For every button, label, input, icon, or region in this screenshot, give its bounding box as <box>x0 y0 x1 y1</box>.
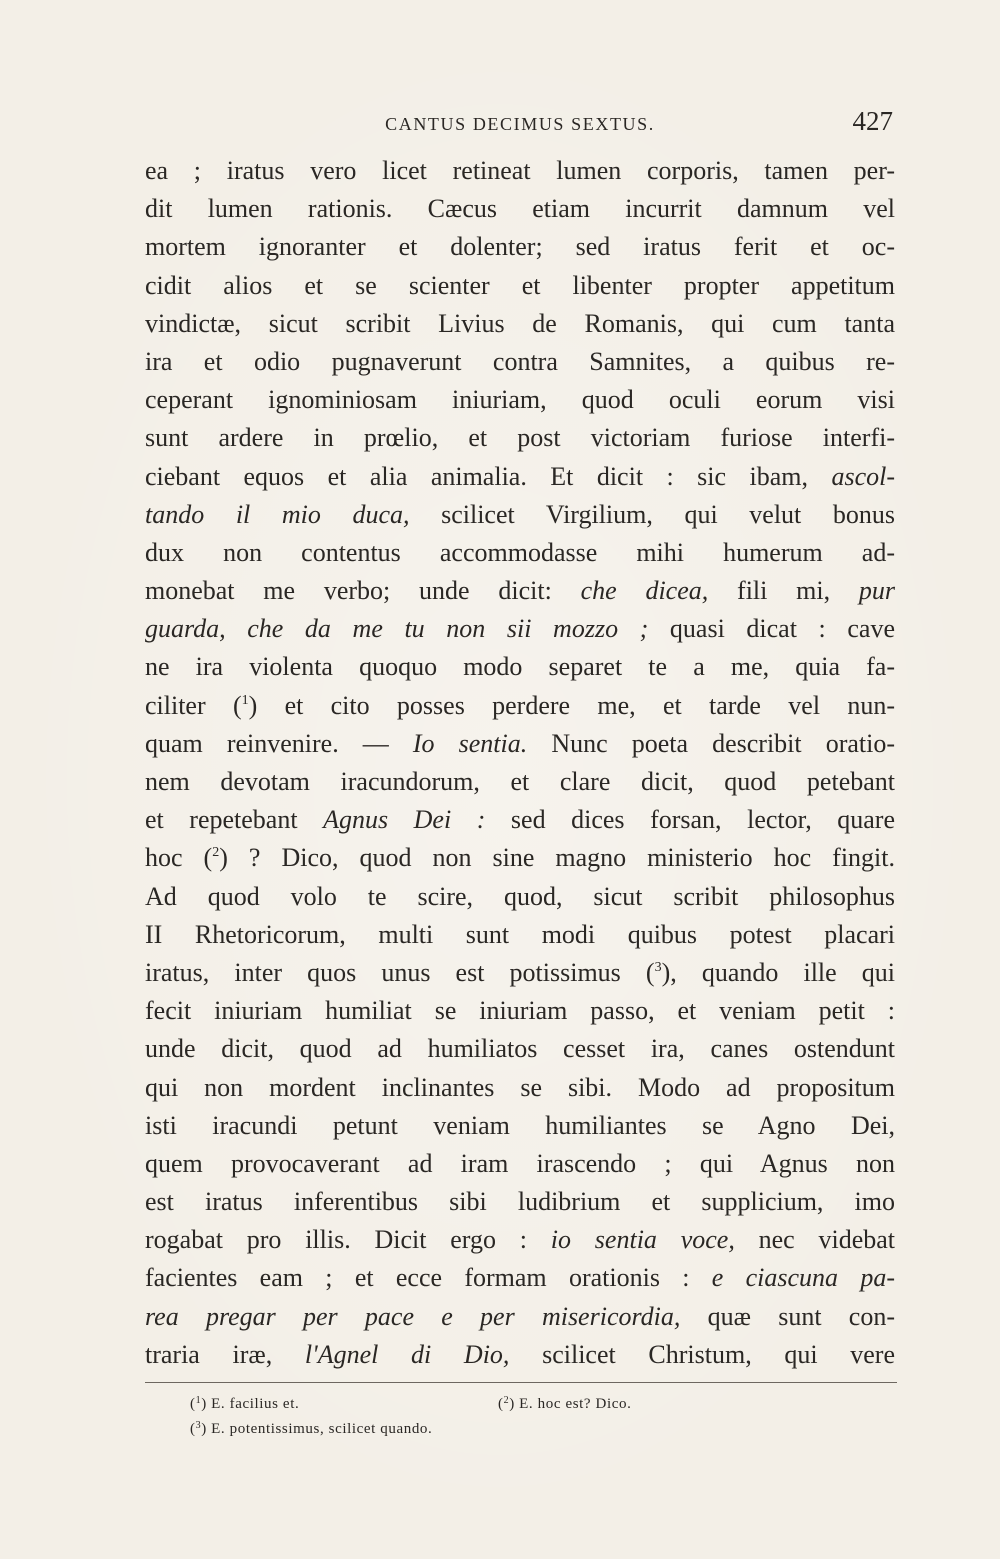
text-segment: quam reinvenire. — <box>145 728 413 758</box>
text-line <box>145 916 895 954</box>
text-segment: ceperant ignominiosam iniuriam, quod oculi eorum visi <box>145 385 895 415</box>
running-header <box>145 106 895 140</box>
text-segment: fili mi, <box>708 576 859 606</box>
text-line <box>145 1183 895 1221</box>
text-segment: Ad quod volo te scire, quod, sicut scribit philosophus <box>145 881 895 911</box>
text-line <box>145 228 895 266</box>
text-line <box>145 954 895 992</box>
text-segment: io sentia voce, <box>550 1225 735 1255</box>
text-line <box>145 610 895 648</box>
text-line <box>145 267 895 305</box>
footnote-divider <box>145 1382 897 1383</box>
text-segment: scilicet Christum, qui vere <box>509 1339 895 1369</box>
text-segment: guarda, che da me tu non sii mozzo ; <box>145 614 649 644</box>
text-line <box>145 381 895 419</box>
text-segment: unde dicit, quod ad humiliatos cesset ira, canes ostendunt <box>145 1034 895 1064</box>
text-line <box>145 648 895 686</box>
text-segment: ira et odio pugnaverunt contra Samnites, a quibus re- <box>145 346 895 376</box>
text-segment: ciebant equos et alia animalia. Et dicit : sic ibam, <box>145 461 832 491</box>
text-line <box>145 839 895 877</box>
text-segment: est iratus inferentibus sibi ludibrium et supplicium, imo <box>145 1187 895 1217</box>
text-line <box>145 1145 895 1183</box>
footnote-reference: 2 <box>212 845 220 861</box>
text-segment: nec videbat <box>734 1225 896 1255</box>
text-segment: vindictæ, sicut scribit Livius de Romanis, qui cum tanta <box>145 308 895 338</box>
text-segment: iratus, inter quos unus est potissimus ( <box>145 957 655 987</box>
text-segment: facientes eam ; et ecce formam orationis : <box>145 1263 712 1293</box>
footnote-reference: 1 <box>241 692 249 708</box>
main-text <box>145 152 895 1374</box>
running-title: CANTUS DECIMUS SEXTUS. <box>385 114 655 134</box>
text-segment: cidit alios et se scienter et libenter propter appetitum <box>145 270 895 300</box>
text-line <box>145 1221 895 1259</box>
text-segment: quem provocaverant ad iram irascendo ; qui Agnus non <box>145 1148 895 1178</box>
text-segment: ), quando ille qui <box>661 957 896 987</box>
text-segment: monebat me verbo; unde dicit: <box>145 576 581 606</box>
text-segment: l'Agnel di Dio, <box>304 1339 510 1369</box>
page-number: 427 <box>852 106 893 136</box>
text-segment: tando il mio duca, <box>145 499 410 529</box>
text-line <box>145 1030 895 1068</box>
text-line <box>145 878 895 916</box>
text-segment: che dicea, <box>580 576 709 606</box>
text-segment: isti iracundi petunt veniam humiliantes se Agno Dei, <box>145 1110 895 1140</box>
text-segment: rea pregar per pace e per misericordia, <box>145 1301 681 1331</box>
footnote-row <box>190 1417 750 1442</box>
text-segment: traria iræ, <box>145 1339 305 1369</box>
text-segment: e ciascuna pa- <box>711 1263 895 1293</box>
text-line <box>145 763 895 801</box>
text-segment: dux non contentus accommodasse mihi humerum ad- <box>145 537 895 567</box>
footnote-2: ($^2$) E. hoc est? Dico. <box>498 1395 632 1412</box>
text-segment: ea ; iratus vero licet retineat lumen corporis, tamen per- <box>145 156 895 185</box>
text-segment: Nunc poeta describit oratio- <box>527 728 895 758</box>
text-line <box>145 1259 895 1297</box>
text-segment: rogabat pro illis. Dicit ergo : <box>145 1225 551 1255</box>
text-segment: sed dices forsan, lector, quare <box>485 805 896 835</box>
text-line <box>145 687 895 725</box>
text-line <box>145 801 895 839</box>
text-segment: qui non mordent inclinantes se sibi. Modo ad propositum <box>145 1072 895 1102</box>
text-line <box>145 992 895 1030</box>
text-line <box>145 1107 895 1145</box>
text-line <box>145 725 895 763</box>
footnotes <box>190 1392 750 1442</box>
text-line <box>145 419 895 457</box>
text-segment: ) ? Dico, quod non sine magno ministerio hoc fingit. <box>219 843 896 873</box>
text-line <box>145 534 895 572</box>
text-segment: dit lumen rationis. Cæcus etiam incurrit damnum vel <box>145 194 895 224</box>
text-segment: II Rhetoricorum, multi sunt modi quibus potest placari <box>145 919 895 949</box>
text-segment: pur <box>858 576 896 606</box>
footnote-reference: 3 <box>654 959 662 975</box>
text-segment: scilicet Virgilium, qui velut bonus <box>409 499 895 529</box>
text-line <box>145 152 895 190</box>
text-segment: ascol- <box>831 461 895 491</box>
text-segment: ciliter ( <box>145 690 242 720</box>
text-segment: ne ira violenta quoquo modo separet te a me, quia fa- <box>145 652 895 682</box>
text-line <box>145 1069 895 1107</box>
text-line <box>145 1298 895 1336</box>
text-line <box>145 1336 895 1374</box>
text-segment: mortem ignoranter et dolenter; sed iratus ferit et oc- <box>145 232 895 262</box>
text-line <box>145 305 895 343</box>
text-segment: nem devotam iracundorum, et clare dicit, quod petebant <box>145 767 895 796</box>
text-segment: Io sentia. <box>412 728 528 758</box>
footnote-1: ($^1$) E. facilius et. <box>190 1395 300 1412</box>
text-segment: ) et cito posses perdere me, et tarde vel nun- <box>248 690 896 720</box>
text-segment: fecit iniuriam humiliat se iniuriam passo, et veniam petit : <box>145 996 895 1026</box>
text-line <box>145 343 895 381</box>
text-line <box>145 496 895 534</box>
footnote-3: ($^3$) E. potentissimus, scilicet quando. <box>190 1420 433 1437</box>
text-segment: Agnus Dei : <box>323 805 486 835</box>
text-line <box>145 190 895 228</box>
text-segment: sunt ardere in prœlio, et post victoriam furiose interfi- <box>145 423 895 453</box>
text-line <box>145 458 895 496</box>
text-line <box>145 572 895 610</box>
text-segment: et repetebant <box>145 805 324 835</box>
footnote-row <box>190 1392 750 1417</box>
text-segment: quæ sunt con- <box>680 1301 895 1331</box>
text-segment: hoc ( <box>145 843 213 873</box>
text-segment: quasi dicat : cave <box>648 614 895 644</box>
